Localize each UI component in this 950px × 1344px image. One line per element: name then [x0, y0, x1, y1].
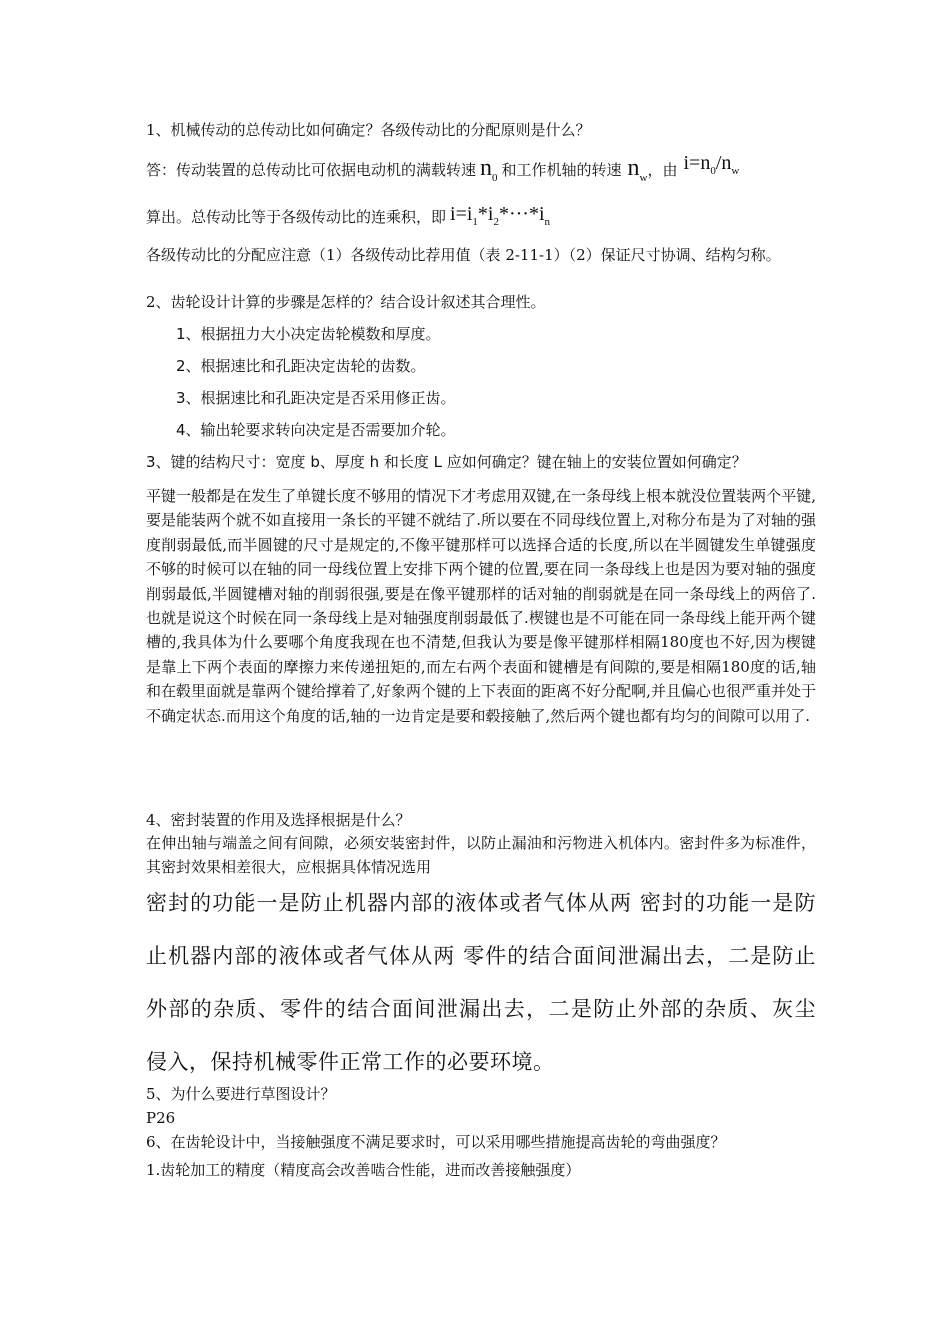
step-item: 4、输出轮要求转向决定是否需要加介轮。 — [176, 421, 456, 439]
answer-5: P26 — [146, 1109, 176, 1127]
answer-1-line-1 — [146, 152, 816, 186]
question-4: 4、密封装置的作用及选择根据是什么？ — [146, 811, 411, 829]
symbol-n0-base: n — [480, 155, 493, 181]
formula-total-ratio-lhs: i=n — [683, 152, 711, 174]
formula-total-ratio-rhs: /n — [715, 152, 732, 174]
formula-total-ratio-sub0: 0 — [710, 165, 716, 177]
symbol-n0-subscript: 0 — [492, 171, 498, 184]
formula-product-sub2: 2 — [493, 216, 499, 228]
question-3: 3、键的结构尺寸：宽度 b、厚度 h 和长度 L 应如何确定？键在轴上的安装位置如何确定？ — [146, 453, 747, 471]
formula-product-lhs: i=i — [450, 203, 473, 225]
answer-1-prefix: 答：传动装置的总传动比可依据电动机的满载转速 — [146, 161, 477, 179]
answer-4-seal-function: 密封的功能一是防止机器内部的液体或者气体从两 密封的功能一是防止机器内部的液体或者气体从两 零件的结合面间泄漏出去，二是防止外部的杂质、零件的结合面间泄漏出去，二是防止外部的杂质、灰尘 侵入，保持机械零件正常工作的必要环境。 — [146, 891, 816, 1074]
symbol-nw — [627, 155, 648, 184]
formula-total-ratio-subw: w — [731, 165, 740, 177]
symbol-nw-subscript: w — [639, 171, 648, 184]
answer-3: 平键一般都是在发生了单键长度不够用的情况下才考虑用双键,在一条母线上根本就没位置装两个平键,要是能装两个就不如直接用一条长的平键不就结了.所以要在不同母线位置上,对称分布是为了对轴的强度削弱最低,而半圆键的尺寸是规定的,不像平键那样可以选择合适的长度,所以在半圆键发生单键强度不够的时候可以在轴的同一母线位置上安排下两个键的位置,要在同一条母线上也是因为要对轴的强度削弱最低,半圆键槽对轴的削弱很强,要是在像平键那样的话对轴的削弱就是在同一条母线上的两倍了.也就是说这个时候在同一条母线上是对轴强度削弱最低了.楔键也是不可能在同一条母线上能开两个键槽的,我具体为什么要哪个角度我现在也不清楚,但我认为要是像平键那样相隔180度也不好,因为楔键是靠上下两个表面的摩擦力来传递扭矩的,而左右两个表面和键槽是有间隙的,要是相隔180度的话,轴和在毂里面就是靠两个键给撑着了,好象两个键的上下表面的距离不好分配啊,并且偏心也很严重并处于不确定状态.而用这个角度的话,轴的一边肯定是要和毂接触了,然后两个键也都有均匀的间隙可以用了. — [146, 487, 816, 725]
formula-ratio-product — [450, 203, 551, 228]
answer-1-middle: 和工作机轴的转速 — [501, 161, 622, 179]
step-item: 1、根据扭力大小决定齿轮模数和厚度。 — [176, 325, 441, 343]
question-5: 5、为什么要进行草图设计？ — [146, 1085, 336, 1103]
answer-1-line-2-text: 算出。总传动比等于各级传动比的连乘积，即 — [146, 208, 447, 226]
answer-1-comma: ，由 — [647, 161, 678, 179]
formula-product-subn: n — [544, 216, 551, 228]
question-6: 6、在齿轮设计中，当接触强度不满足要求时，可以采用哪些措施提高齿轮的弯曲强度？ — [146, 1133, 726, 1151]
step-item: 3、根据速比和孔距决定是否采用修正齿。 — [176, 389, 456, 407]
answer-4: 在伸出轴与端盖之间有间隙，必须安装密封件，以防止漏油和污物进入机体内。密封件多为标准件，其密封效果相差很大，应根据具体情况选用 — [146, 834, 816, 876]
answer-1-line-3: 各级传动比的分配应注意（1）各级传动比荐用值（表 2-11-1）（2）保证尺寸协调、结构匀称。 — [146, 246, 781, 264]
question-2-steps — [176, 322, 816, 450]
formula-product-ellipsis: *···*i — [498, 203, 545, 225]
question-2: 2、齿轮设计计算的步骤是怎样的？结合设计叙述其合理性。 — [146, 293, 546, 311]
formula-total-ratio — [683, 152, 740, 177]
symbol-nw-base: n — [627, 155, 640, 181]
formula-product-term2: *i — [477, 203, 494, 225]
step-item: 2、根据速比和孔距决定齿轮的齿数。 — [176, 357, 426, 375]
answer-6-item-1: 1.齿轮加工的精度（精度高会改善啮合性能，进而改善接触强度） — [146, 1161, 581, 1179]
question-1: 1、机械传动的总传动比如何确定？各级传动比的分配原则是什么？ — [146, 121, 591, 139]
symbol-n0 — [480, 155, 498, 184]
formula-product-sub1: 1 — [472, 216, 478, 228]
answer-1-line-2 — [146, 204, 816, 234]
